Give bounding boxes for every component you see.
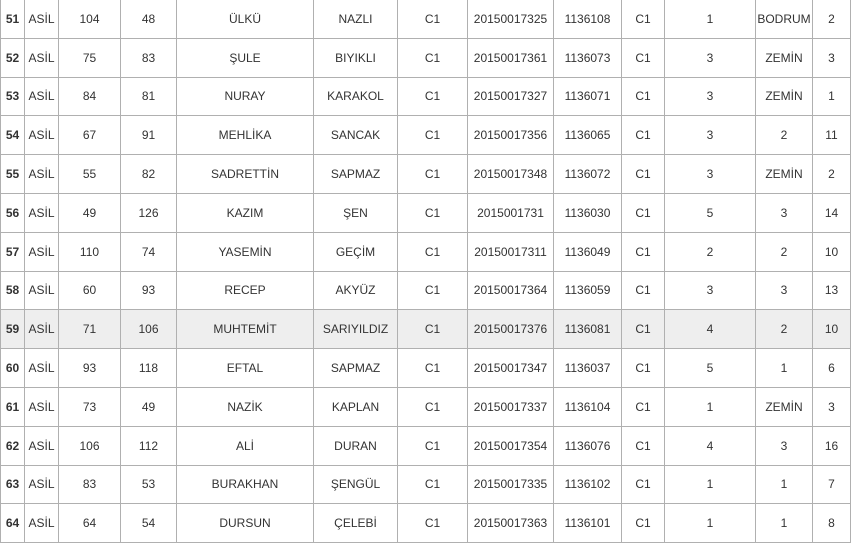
- score-2-cell: 118: [121, 349, 177, 388]
- status-cell: ASİL: [25, 310, 59, 349]
- last-name-cell: KARAKOL: [314, 77, 398, 116]
- class-cell: C1: [622, 349, 665, 388]
- score-1-cell: 64: [59, 504, 121, 543]
- first-name-cell: MUHTEMİT: [177, 310, 314, 349]
- class-cell: C1: [622, 232, 665, 271]
- status-cell: ASİL: [25, 38, 59, 77]
- number-cell: 7: [813, 465, 851, 504]
- score-1-cell: 110: [59, 232, 121, 271]
- class-cell: C1: [622, 310, 665, 349]
- last-name-cell: AKYÜZ: [314, 271, 398, 310]
- table-row: [1, 387, 851, 426]
- score-2-cell: 126: [121, 193, 177, 232]
- student-id-cell: 2015001731: [468, 193, 554, 232]
- table-body: [1, 0, 851, 543]
- number-cell: 14: [813, 193, 851, 232]
- group-cell: C1: [398, 310, 468, 349]
- score-2-cell: 48: [121, 0, 177, 38]
- row-number-cell: 61: [1, 387, 25, 426]
- code-cell: 1136101: [554, 504, 622, 543]
- floor-cell: 3: [756, 193, 813, 232]
- count-cell: 4: [665, 426, 756, 465]
- code-cell: 1136037: [554, 349, 622, 388]
- group-cell: C1: [398, 193, 468, 232]
- student-id-cell: 20150017348: [468, 155, 554, 194]
- class-cell: C1: [622, 193, 665, 232]
- score-2-cell: 82: [121, 155, 177, 194]
- row-number-cell: 63: [1, 465, 25, 504]
- number-cell: 6: [813, 349, 851, 388]
- status-cell: ASİL: [25, 271, 59, 310]
- score-1-cell: 83: [59, 465, 121, 504]
- code-cell: 1136073: [554, 38, 622, 77]
- first-name-cell: NURAY: [177, 77, 314, 116]
- student-id-cell: 20150017354: [468, 426, 554, 465]
- status-cell: ASİL: [25, 116, 59, 155]
- code-cell: 1136071: [554, 77, 622, 116]
- row-number-cell: 64: [1, 504, 25, 543]
- table-row: [1, 193, 851, 232]
- row-number-cell: 51: [1, 0, 25, 38]
- count-cell: 3: [665, 77, 756, 116]
- last-name-cell: ÇELEBİ: [314, 504, 398, 543]
- row-number-cell: 54: [1, 116, 25, 155]
- code-cell: 1136049: [554, 232, 622, 271]
- number-cell: 8: [813, 504, 851, 543]
- count-cell: 1: [665, 504, 756, 543]
- score-2-cell: 74: [121, 232, 177, 271]
- number-cell: 3: [813, 38, 851, 77]
- table-row: [1, 465, 851, 504]
- table-row: [1, 232, 851, 271]
- status-cell: ASİL: [25, 232, 59, 271]
- number-cell: 16: [813, 426, 851, 465]
- floor-cell: 2: [756, 116, 813, 155]
- last-name-cell: KAPLAN: [314, 387, 398, 426]
- floor-cell: 2: [756, 232, 813, 271]
- score-2-cell: 106: [121, 310, 177, 349]
- table-row: [1, 349, 851, 388]
- class-cell: C1: [622, 0, 665, 38]
- group-cell: C1: [398, 155, 468, 194]
- count-cell: 3: [665, 116, 756, 155]
- first-name-cell: KAZIM: [177, 193, 314, 232]
- number-cell: 13: [813, 271, 851, 310]
- score-1-cell: 106: [59, 426, 121, 465]
- student-id-cell: 20150017363: [468, 504, 554, 543]
- score-1-cell: 93: [59, 349, 121, 388]
- floor-cell: 3: [756, 426, 813, 465]
- row-number-cell: 53: [1, 77, 25, 116]
- table-row: [1, 155, 851, 194]
- floor-cell: 3: [756, 271, 813, 310]
- group-cell: C1: [398, 387, 468, 426]
- last-name-cell: GEÇİM: [314, 232, 398, 271]
- score-1-cell: 67: [59, 116, 121, 155]
- code-cell: 1136102: [554, 465, 622, 504]
- last-name-cell: SARIYILDIZ: [314, 310, 398, 349]
- student-id-cell: 20150017311: [468, 232, 554, 271]
- score-2-cell: 53: [121, 465, 177, 504]
- count-cell: 1: [665, 387, 756, 426]
- score-2-cell: 49: [121, 387, 177, 426]
- row-number-cell: 52: [1, 38, 25, 77]
- score-2-cell: 91: [121, 116, 177, 155]
- student-id-cell: 20150017376: [468, 310, 554, 349]
- number-cell: 10: [813, 310, 851, 349]
- code-cell: 1136030: [554, 193, 622, 232]
- count-cell: 3: [665, 271, 756, 310]
- table-row: [1, 271, 851, 310]
- group-cell: C1: [398, 116, 468, 155]
- row-number-cell: 56: [1, 193, 25, 232]
- score-1-cell: 71: [59, 310, 121, 349]
- class-cell: C1: [622, 504, 665, 543]
- last-name-cell: SAPMAZ: [314, 155, 398, 194]
- score-2-cell: 81: [121, 77, 177, 116]
- status-cell: ASİL: [25, 465, 59, 504]
- floor-cell: BODRUM: [756, 0, 813, 38]
- row-number-cell: 62: [1, 426, 25, 465]
- score-2-cell: 54: [121, 504, 177, 543]
- row-number-cell: 58: [1, 271, 25, 310]
- student-id-cell: 20150017361: [468, 38, 554, 77]
- code-cell: 1136108: [554, 0, 622, 38]
- last-name-cell: SAPMAZ: [314, 349, 398, 388]
- group-cell: C1: [398, 349, 468, 388]
- floor-cell: ZEMİN: [756, 77, 813, 116]
- table-row: [1, 0, 851, 38]
- first-name-cell: ÜLKÜ: [177, 0, 314, 38]
- last-name-cell: ŞEN: [314, 193, 398, 232]
- first-name-cell: YASEMİN: [177, 232, 314, 271]
- score-1-cell: 49: [59, 193, 121, 232]
- floor-cell: ZEMİN: [756, 387, 813, 426]
- count-cell: 1: [665, 0, 756, 38]
- code-cell: 1136059: [554, 271, 622, 310]
- class-cell: C1: [622, 387, 665, 426]
- table-row: [1, 38, 851, 77]
- status-cell: ASİL: [25, 387, 59, 426]
- last-name-cell: DURAN: [314, 426, 398, 465]
- first-name-cell: EFTAL: [177, 349, 314, 388]
- score-2-cell: 83: [121, 38, 177, 77]
- last-name-cell: ŞENGÜL: [314, 465, 398, 504]
- score-1-cell: 60: [59, 271, 121, 310]
- floor-cell: 1: [756, 465, 813, 504]
- student-id-cell: 20150017337: [468, 387, 554, 426]
- class-cell: C1: [622, 426, 665, 465]
- student-id-cell: 20150017364: [468, 271, 554, 310]
- class-cell: C1: [622, 116, 665, 155]
- count-cell: 2: [665, 232, 756, 271]
- table-row: [1, 426, 851, 465]
- number-cell: 3: [813, 387, 851, 426]
- first-name-cell: SADRETTİN: [177, 155, 314, 194]
- floor-cell: ZEMİN: [756, 155, 813, 194]
- score-1-cell: 84: [59, 77, 121, 116]
- first-name-cell: RECEP: [177, 271, 314, 310]
- group-cell: C1: [398, 77, 468, 116]
- count-cell: 3: [665, 38, 756, 77]
- floor-cell: 1: [756, 349, 813, 388]
- status-cell: ASİL: [25, 0, 59, 38]
- group-cell: C1: [398, 465, 468, 504]
- row-number-cell: 57: [1, 232, 25, 271]
- student-id-cell: 20150017327: [468, 77, 554, 116]
- first-name-cell: ŞULE: [177, 38, 314, 77]
- class-cell: C1: [622, 465, 665, 504]
- code-cell: 1136065: [554, 116, 622, 155]
- last-name-cell: SANCAK: [314, 116, 398, 155]
- status-cell: ASİL: [25, 504, 59, 543]
- status-cell: ASİL: [25, 349, 59, 388]
- class-cell: C1: [622, 271, 665, 310]
- count-cell: 5: [665, 193, 756, 232]
- first-name-cell: NAZİK: [177, 387, 314, 426]
- table-row: [1, 77, 851, 116]
- score-1-cell: 104: [59, 0, 121, 38]
- score-1-cell: 55: [59, 155, 121, 194]
- number-cell: 11: [813, 116, 851, 155]
- group-cell: C1: [398, 232, 468, 271]
- number-cell: 2: [813, 155, 851, 194]
- status-cell: ASİL: [25, 77, 59, 116]
- group-cell: C1: [398, 426, 468, 465]
- table-row: [1, 116, 851, 155]
- last-name-cell: BIYIKLI: [314, 38, 398, 77]
- row-number-cell: 60: [1, 349, 25, 388]
- code-cell: 1136081: [554, 310, 622, 349]
- code-cell: 1136104: [554, 387, 622, 426]
- group-cell: C1: [398, 271, 468, 310]
- score-2-cell: 93: [121, 271, 177, 310]
- class-cell: C1: [622, 77, 665, 116]
- student-id-cell: 20150017356: [468, 116, 554, 155]
- class-cell: C1: [622, 38, 665, 77]
- student-id-cell: 20150017335: [468, 465, 554, 504]
- floor-cell: 1: [756, 504, 813, 543]
- score-2-cell: 112: [121, 426, 177, 465]
- count-cell: 1: [665, 465, 756, 504]
- student-id-cell: 20150017347: [468, 349, 554, 388]
- table-row: [1, 504, 851, 543]
- first-name-cell: DURSUN: [177, 504, 314, 543]
- score-1-cell: 75: [59, 38, 121, 77]
- number-cell: 2: [813, 0, 851, 38]
- count-cell: 4: [665, 310, 756, 349]
- number-cell: 10: [813, 232, 851, 271]
- student-id-cell: 20150017325: [468, 0, 554, 38]
- table-row: [1, 310, 851, 349]
- count-cell: 3: [665, 155, 756, 194]
- count-cell: 5: [665, 349, 756, 388]
- group-cell: C1: [398, 0, 468, 38]
- row-number-cell: 55: [1, 155, 25, 194]
- status-cell: ASİL: [25, 155, 59, 194]
- first-name-cell: BURAKHAN: [177, 465, 314, 504]
- score-1-cell: 73: [59, 387, 121, 426]
- floor-cell: ZEMİN: [756, 38, 813, 77]
- first-name-cell: MEHLİKA: [177, 116, 314, 155]
- group-cell: C1: [398, 504, 468, 543]
- first-name-cell: ALİ: [177, 426, 314, 465]
- number-cell: 1: [813, 77, 851, 116]
- code-cell: 1136072: [554, 155, 622, 194]
- group-cell: C1: [398, 38, 468, 77]
- status-cell: ASİL: [25, 426, 59, 465]
- floor-cell: 2: [756, 310, 813, 349]
- row-number-cell: 59: [1, 310, 25, 349]
- code-cell: 1136076: [554, 426, 622, 465]
- class-cell: C1: [622, 155, 665, 194]
- status-cell: ASİL: [25, 193, 59, 232]
- last-name-cell: NAZLI: [314, 0, 398, 38]
